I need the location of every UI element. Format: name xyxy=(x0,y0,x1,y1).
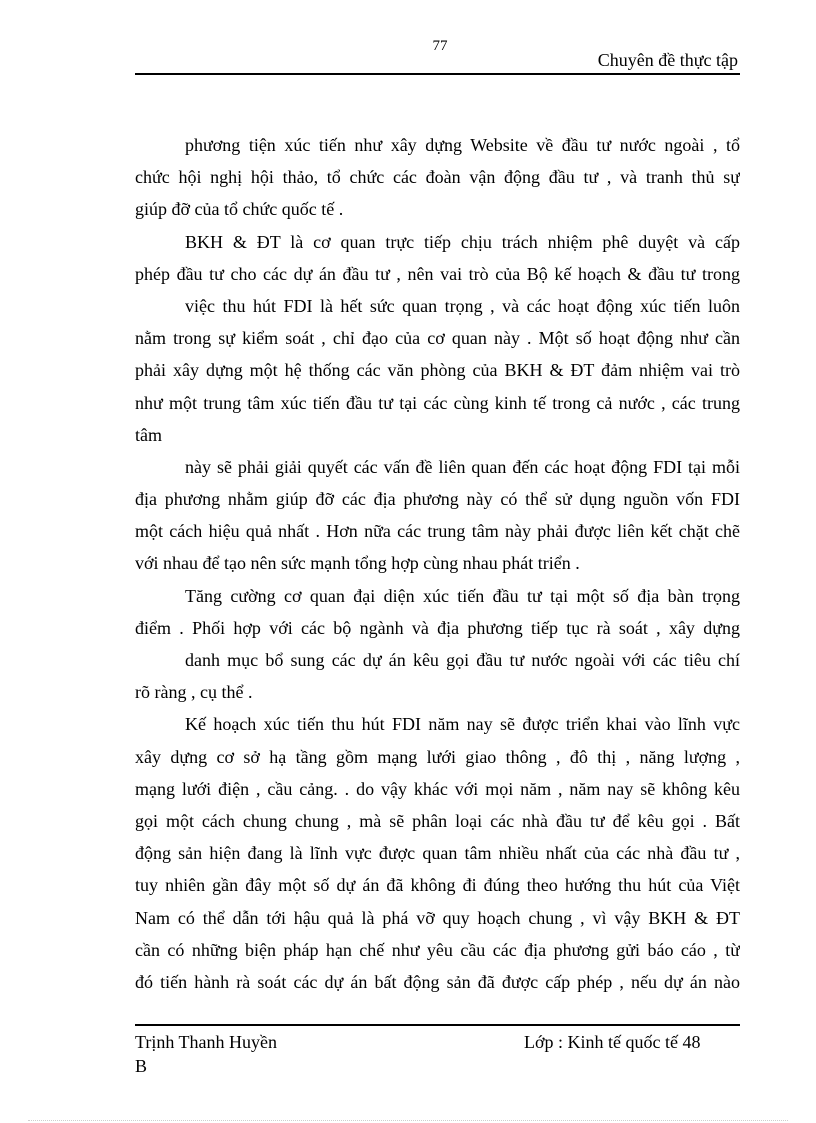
body-line: giúp đỡ của tổ chức quốc tế . xyxy=(135,199,344,220)
body-line: địa phương nhằm giúp đỡ các địa phương này có thể sử dụng nguồn vốn FDI xyxy=(135,489,740,510)
header-rule xyxy=(135,73,740,75)
author-name: Trịnh Thanh Huyền xyxy=(135,1032,278,1052)
body-line: động sản hiện đang là lĩnh vực được quan tâm nhiều nhất của các nhà đầu tư , xyxy=(135,843,740,864)
footer-rule xyxy=(135,1024,740,1026)
body-line: Nam có thể dẫn tới hậu quả là phá vỡ quy hoạch chung , vì vậy BKH & ĐT xyxy=(135,907,740,928)
body-line: một cách hiệu quả nhất . Hơn nữa các trung tâm này phải được liên kết chặt chẽ xyxy=(135,521,740,542)
body-line: mạng lưới điện , cầu cảng. . do vậy khác với mọi năm , năm nay sẽ không kêu xyxy=(135,778,740,799)
body-line: chức hội nghị hội thảo, tổ chức các đoàn vận động đầu tư , và tranh thủ sự xyxy=(135,167,740,188)
body-line: phép đầu tư cho các dự án đầu tư , nên vai trò của Bộ kế hoạch & đầu tư trong xyxy=(135,263,740,284)
page-bottom-edge xyxy=(28,1120,788,1121)
body-line: với nhau để tạo nên sức mạnh tổng hợp cùng nhau phát triển . xyxy=(135,553,580,574)
footer-author xyxy=(135,1030,277,1078)
body-line: danh mục bổ sung các dự án kêu gọi đầu tư nước ngoài với các tiêu chí xyxy=(185,650,740,670)
body-line: tuy nhiên gần đây một số dự án đã không đi đúng theo hướng thu hút của Việt xyxy=(135,875,740,896)
document-body xyxy=(135,129,740,998)
body-line: này sẽ phải giải quyết các vấn đề liên quan đến các hoạt động FDI tại mỗi xyxy=(185,456,740,477)
body-line: gọi một cách chung chung , mà sẽ phân loại các nhà đầu tư để kêu gọi . Bất xyxy=(135,810,740,831)
page-number: 77 xyxy=(432,38,448,54)
body-line: BKH & ĐT là cơ quan trực tiếp chịu trách nhiệm phê duyệt và cấp xyxy=(185,231,740,252)
body-line: Tăng cường cơ quan đại diện xúc tiến đầu tư tại một số địa bàn trọng xyxy=(185,585,740,606)
body-line: rõ ràng , cụ thể . xyxy=(135,682,253,703)
body-line: phương tiện xúc tiến như xây dựng Website về đầu tư nước ngoài , tổ xyxy=(185,135,740,155)
body-line: xây dựng cơ sở hạ tầng gồm mạng lưới giao thông , đô thị , năng lượng , xyxy=(135,746,740,767)
body-line: tâm xyxy=(135,424,162,445)
footer-class: Lớp : Kinh tế quốc tế 48 xyxy=(524,1032,701,1052)
body-line: như một trung tâm xúc tiến đầu tư tại các cùng kinh tế trong cả nước , các trung xyxy=(135,392,740,413)
body-line: điểm . Phối hợp với các bộ ngành và địa phương tiếp tục rà soát , xây dựng xyxy=(135,617,740,638)
body-line: đó tiến hành rà soát các dự án bất động sản đã được cấp phép , nếu dự án nào xyxy=(135,971,740,992)
body-line: nằm trong sự kiểm soát , chỉ đạo của cơ quan này . Một số hoạt động như cần xyxy=(135,328,740,349)
body-line: cần có những biện pháp hạn chế như yêu cầu các địa phương gửi báo cáo , từ xyxy=(135,939,740,960)
body-line: phải xây dựng một hệ thống các văn phòng của BKH & ĐT đảm nhiệm vai trò xyxy=(135,360,740,381)
author-name-continued: B xyxy=(135,1056,148,1076)
body-line: Kế hoạch xúc tiến thu hút FDI năm nay sẽ được triển khai vào lĩnh vực xyxy=(185,714,740,735)
header-title: Chuyên đề thực tập xyxy=(597,50,738,70)
body-line: việc thu hút FDI là hết sức quan trọng , và các hoạt động xúc tiến luôn xyxy=(185,295,740,316)
